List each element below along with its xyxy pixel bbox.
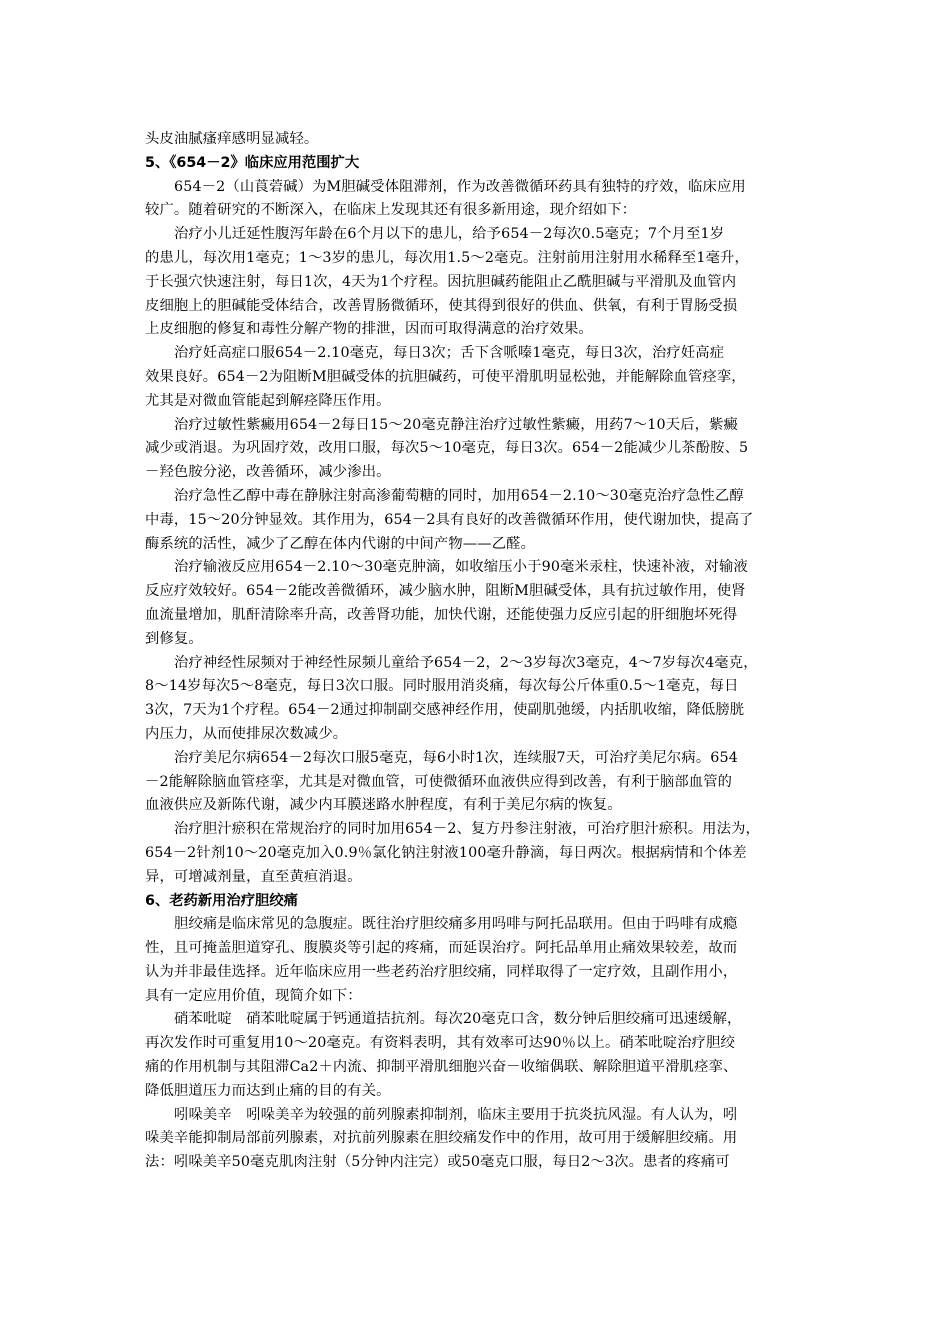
text-line: 治疗输液反应用654－2.10～30毫克肿滴，如收缩压小于90毫米汞柱，快速补液，对输液 — [174, 559, 748, 576]
text-line: －2能解除脑血管痉挛，尤其是对微血管，可使微循环血液供应得到改善，有利于脑部血管的 — [145, 773, 733, 790]
text-line: 尤其是对微血管能起到解痉降压作用。 — [145, 392, 391, 409]
text-line: 再次发作时可重复用10～20毫克。有资料表明，其有效率可达90％以上。硝苯吡啶治疗胆绞 — [145, 1035, 736, 1052]
text-line: 治疗胆汁瘀积在常规治疗的同时加用654－2、复方丹参注射液，可治疗胆汁瘀积。用法为， — [174, 821, 760, 838]
text-line: 内压力，从而使排尿次数减少。 — [145, 725, 348, 742]
text-line: 吲哚美辛 吲哚美辛为较强的前列腺素抑制剂，临床主要用于抗炎抗风湿。有人认为，吲 — [174, 1106, 738, 1123]
text-line: 较广。随着研究的不断深入，在临床上发现其还有很多新用途，现介绍如下： — [145, 202, 637, 219]
text-line: 减少或消退。为巩固疗效，改用口服，每次5～10毫克，每日3次。654－2能减少儿茶酚胺、5 — [145, 440, 749, 457]
text-line: 3次，7天为1个疗程。654－2通过抑制副交感神经作用，使副肌弛缓，内括肌收缩，降低膀胱 — [145, 702, 745, 719]
text-line: 反应疗效较好。654－2能改善微循环，减少脑水肿，阻断M胆碱受体，具有抗过敏作用，使肾 — [145, 583, 746, 600]
text-line: 的患儿，每次用1毫克；1～3岁的患儿，每次用1.5～2毫克。注射前用注射用水稀释至1毫升， — [145, 249, 749, 266]
text-line: 血液供应及新陈代谢，减少内耳膜迷路水肿程度，有利于美尼尔病的恢复。 — [145, 797, 622, 814]
text-line: 硝苯吡啶 硝苯吡啶属于钙通道拮抗剂。每次20毫克口含，数分钟后胆绞痛可迅速缓解， — [174, 1011, 742, 1028]
text-line: 治疗神经性尿频对于神经性尿频儿童给予654－2，2～3岁每次3毫克，4～7岁每次4毫克， — [174, 654, 758, 671]
text-line: 哚美辛能抑制局部前列腺素，对抗前列腺素在胆绞痛发作中的作用，故可用于缓解胆绞痛。用 — [145, 1130, 738, 1147]
text-line: 头皮油腻瘙痒感明显减轻。 — [145, 131, 319, 147]
section-heading: 6、老药新用治疗胆绞痛 — [145, 892, 298, 909]
text-line: 治疗急性乙醇中毒在静脉注射高渗葡萄糖的同时，加用654－2.10～30毫克治疗急性乙醇 — [174, 487, 744, 504]
text-line: 认为并非最佳选择。近年临床应用一些老药治疗胆绞痛，同样取得了一定疗效，且副作用小， — [145, 963, 738, 980]
text-line: 血流量增加，肌酐清除率升高，改善肾功能，加快代谢，还能使强力反应引起的肝细胞坏死得 — [145, 606, 738, 623]
text-line: －羟色胺分泌，改善循环，减少渗出。 — [145, 464, 391, 481]
text-line: 654－2（山莨菪碱）为M胆碱受体阻滞剂，作为改善微循环药具有独特的疗效，临床应用 — [174, 178, 746, 195]
text-line: 上皮细胞的修复和毒性分解产物的排泄，因而可取得满意的治疗效果。 — [145, 321, 593, 338]
text-line: 效果良好。654－2为阻断M胆碱受体的抗胆碱药，可使平滑肌明显松弛，并能解除血管痉挛， — [145, 368, 746, 385]
text-line: 8～14岁每次5～8毫克，每日3次口服。同时服用消炎痛，每次每公斤体重0.5～1毫克，每日 — [145, 678, 739, 695]
text-line: 治疗妊高症口服654－2.10毫克，每日3次；舌下含哌嗪1毫克，每日3次，治疗妊高症 — [174, 345, 725, 362]
section-heading: 5、《654－2》临床应用范围扩大 — [145, 154, 360, 171]
text-line: 具有一定应用价值，现简介如下： — [145, 987, 362, 1004]
document-page — [145, 128, 795, 1175]
text-line: 法：吲哚美辛50毫克肌肉注射（5分钟内注完）或50毫克口服，每日2～3次。患者的疼痛可 — [145, 1154, 730, 1171]
text-line: 到修复。 — [145, 630, 203, 647]
text-line: 降低胆道压力而达到止痛的目的有关。 — [145, 1082, 391, 1099]
text-line: 胆绞痛是临床常见的急腹症。既往治疗胆绞痛多用吗啡与阿托品联用。但由于吗啡有成瘾 — [174, 916, 738, 933]
text-line: 治疗美尼尔病654－2每次口服5毫克，每6小时1次，连续服7天，可治疗美尼尔病。654 — [174, 749, 739, 766]
text-line: 痛的作用机制与其阻滞Ca2＋内流、抑制平滑肌细胞兴奋－收缩偶联、解除胆道平滑肌痉挛、 — [145, 1059, 738, 1076]
text-line: 治疗小儿迁延性腹泻年龄在6个月以下的患儿，给予654－2每次0.5毫克；7个月至1岁 — [174, 226, 725, 243]
text-line: 654－2针剂10～20毫克加入0.9％氯化钠注射液100毫升静滴，每日两次。根据病情和个体差 — [145, 844, 747, 861]
text-line: 酶系统的活性，减少了乙醇在体内代谢的中间产物——乙醛。 — [145, 535, 536, 552]
text-line: 皮细胞上的胆碱能受体结合，改善胃肠微循环，使其得到很好的供血、供氧，有利于胃肠受损 — [145, 297, 738, 314]
text-line: 性，且可掩盖胆道穿孔、腹膜炎等引起的疼痛，而延误治疗。阿托品单用止痛效果较差，故而 — [145, 940, 738, 957]
text-line: 异，可增减剂量，直至黄疸消退。 — [145, 868, 362, 885]
text-line: 于长强穴快速注射，每日1次，4天为1个疗程。因抗胆碱药能阻止乙酰胆碱与平滑肌及血管内 — [145, 273, 737, 290]
text-line: 中毒，15～20分钟显效。其作用为，654－2具有良好的改善微循环作用，使代谢加快，提高了 — [145, 511, 754, 528]
text-line: 治疗过敏性紫癜用654－2每日15～20毫克静注治疗过敏性紫癜，用药7～10天后，紫癜 — [174, 416, 739, 433]
